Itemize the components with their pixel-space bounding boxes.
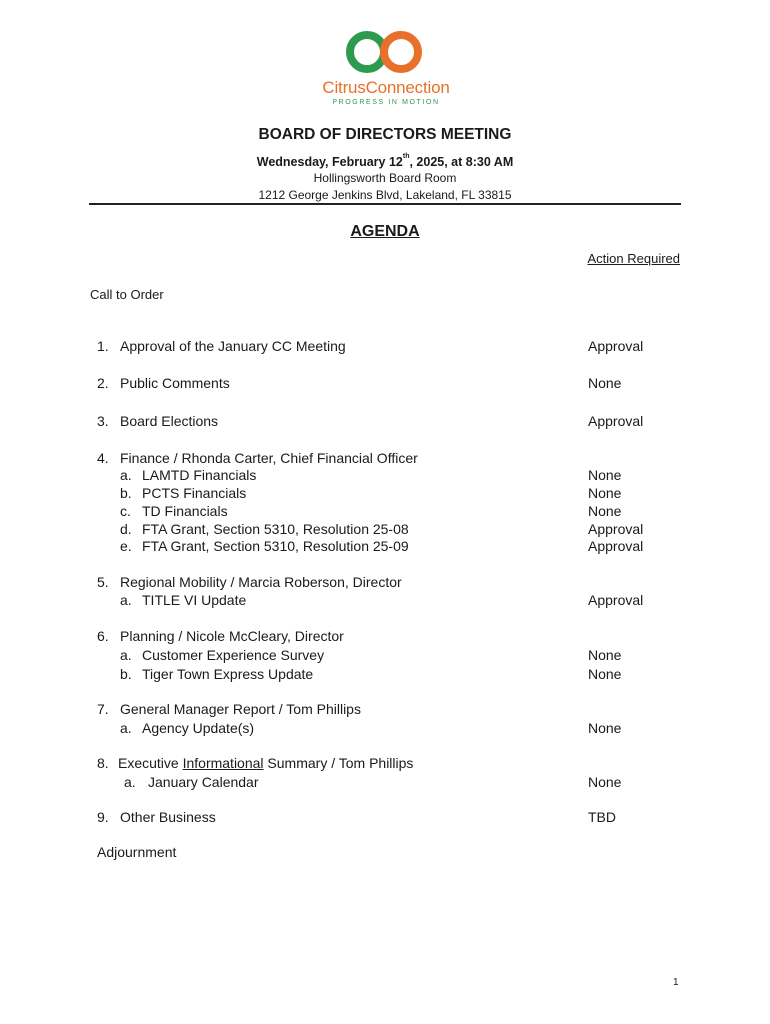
header-divider (89, 203, 681, 205)
agenda-page: CitrusConnection PROGRESS IN MOTION BOARD OF DIRECTORS MEETING Wednesday, February 12th, 2025, at 8:30 AM Hollingsworth Board Room 1212 George Jenkins Blvd, Lakeland, FL 33815 AGENDA Action Required Call to Order 1. Approval of the January CC Meeting Approval 2. Public Comments None 3. Board Elections Approval 4. Finance / Rhonda Carter, Chief Financial Officer a. LAMTD Financials None b. PCTS Financials None c. TD Financials None d. FTA Grant, Section 5310, Resolution 25-08 Approval e. FTA Grant, Section 5310, Resolution 25-09 Approval 5. Regional Mobility / Marcia Roberson, Director a. TITLE VI Update Approval 6. Planning / Nicole McCleary, Director a. Customer Experience Survey None b. Tiger Town Express Update None 7. General Manager Report / Tom Phillips a. Agency Update(s) None 8. Executive Informational Summary / Tom Phillips a. January Calendar None 9. Other Business TBD Adjournment 1 (0, 0, 770, 1024)
citrus-connection-logo (316, 30, 456, 110)
item-action: None (588, 375, 622, 391)
meeting-title: BOARD OF DIRECTORS MEETING (258, 126, 512, 143)
subitem-action: None (588, 774, 622, 790)
agenda-heading: AGENDA (350, 223, 420, 240)
subitem-action: None (588, 720, 622, 736)
action-required-header: Action Required (587, 251, 680, 266)
subitem-action: None (588, 647, 622, 663)
item-action: Approval (588, 338, 644, 354)
adjournment: Adjournment (97, 844, 177, 860)
page-number: 1 (673, 977, 679, 988)
subitem-action: Approval (588, 521, 644, 537)
subitem-action: None (588, 467, 622, 483)
meeting-address: 1212 George Jenkins Blvd, Lakeland, FL 33815 (258, 188, 512, 202)
subitem-action: Approval (588, 592, 644, 608)
subitem-action: None (588, 485, 622, 501)
logo-rings-icon (316, 30, 456, 80)
meeting-date: Wednesday, February 12th, 2025, at 8:30 AM (256, 153, 514, 169)
item-action: TBD (588, 809, 616, 825)
meeting-location: Hollingsworth Board Room (313, 171, 457, 185)
subitem-action: Approval (588, 538, 644, 554)
subitem-action: None (588, 666, 622, 682)
call-to-order: Call to Order (90, 287, 164, 302)
logo-wordmark: CitrusConnection (322, 78, 450, 97)
logo-tagline: PROGRESS IN MOTION (332, 99, 440, 106)
item-action: Approval (588, 413, 644, 429)
subitem-action: None (588, 503, 622, 519)
